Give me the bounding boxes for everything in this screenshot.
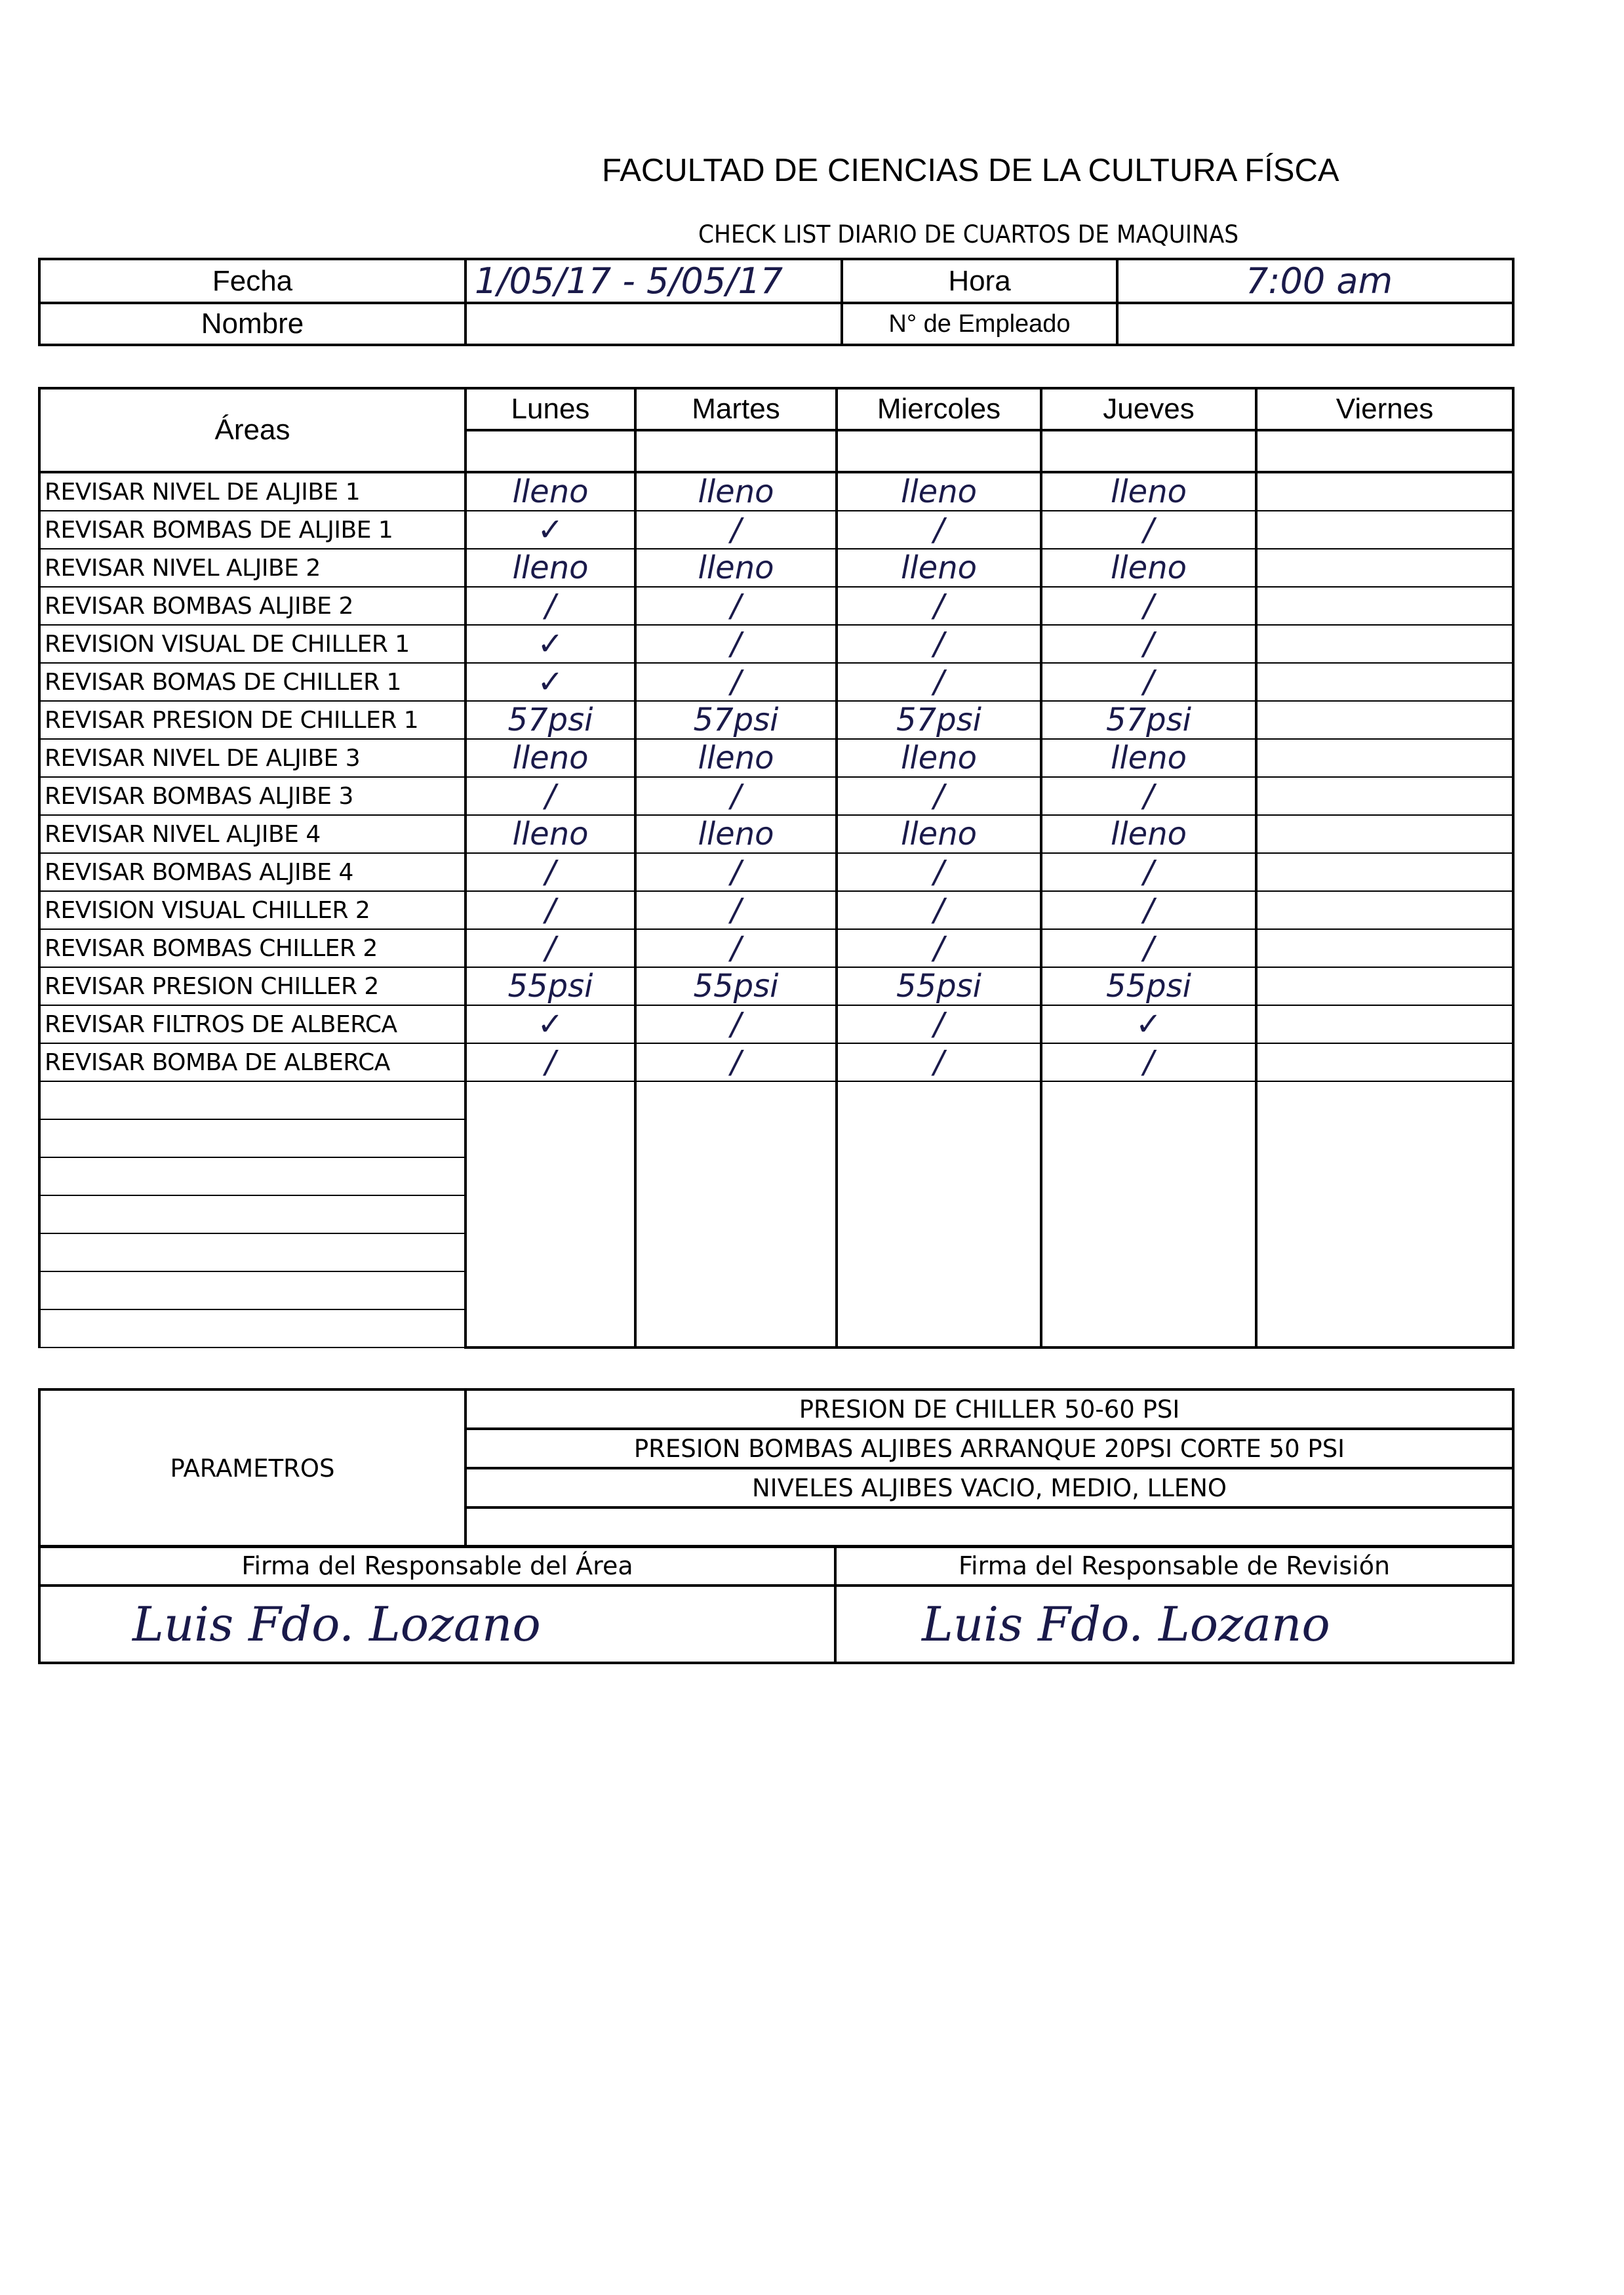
check-cell[interactable]: [1256, 929, 1513, 967]
table-row: [39, 472, 1513, 511]
empty-row: [39, 1309, 1513, 1347]
empty-day-cell: [1041, 1157, 1256, 1195]
day-subheader-cell: [837, 430, 1041, 472]
check-cell[interactable]: /: [635, 511, 837, 549]
check-cell[interactable]: /: [837, 663, 1041, 701]
empty-day-cell: [635, 1081, 837, 1119]
firma-area-signature[interactable]: Luis Fdo. Lozano: [39, 1586, 835, 1663]
check-cell[interactable]: lleno: [837, 815, 1041, 853]
empty-row: [39, 1271, 1513, 1309]
check-cell[interactable]: [1256, 587, 1513, 625]
check-cell[interactable]: /: [465, 1043, 635, 1081]
table-row: [39, 739, 1513, 777]
empleado-value[interactable]: [1117, 303, 1513, 345]
firmas-table: [38, 1545, 1515, 1664]
check-cell[interactable]: [1256, 511, 1513, 549]
check-cell[interactable]: /: [837, 891, 1041, 929]
check-cell[interactable]: /: [837, 1043, 1041, 1081]
check-cell[interactable]: /: [1041, 625, 1256, 663]
empty-day-cell: [1256, 1195, 1513, 1233]
check-cell[interactable]: 57psi: [837, 701, 1041, 739]
check-cell[interactable]: lleno: [635, 549, 837, 587]
firma-revision-label: Firma del Responsable de Revisión: [835, 1546, 1513, 1586]
check-cell[interactable]: lleno: [837, 549, 1041, 587]
empty-day-cell: [465, 1119, 635, 1157]
nombre-value[interactable]: [465, 303, 842, 345]
check-cell[interactable]: /: [837, 587, 1041, 625]
parametros-table: [38, 1388, 1515, 1548]
check-cell[interactable]: /: [465, 853, 635, 891]
table-row: [39, 891, 1513, 929]
table-row: [39, 587, 1513, 625]
check-cell[interactable]: lleno: [465, 472, 635, 511]
checklist-table: [38, 387, 1515, 1349]
check-cell[interactable]: /: [837, 929, 1041, 967]
check-cell[interactable]: [1256, 701, 1513, 739]
check-cell[interactable]: [1256, 663, 1513, 701]
check-cell[interactable]: lleno: [1041, 472, 1256, 511]
empty-day-cell: [1256, 1119, 1513, 1157]
day-header-lunes: Lunes: [465, 388, 635, 430]
check-cell[interactable]: /: [635, 625, 837, 663]
empty-day-cell: [1041, 1309, 1256, 1347]
check-cell[interactable]: lleno: [465, 549, 635, 587]
area-label: REVISAR NIVEL DE ALJIBE 1: [39, 472, 465, 511]
check-cell[interactable]: 55psi: [635, 967, 837, 1005]
empty-day-cell: [635, 1309, 837, 1347]
check-cell[interactable]: ✓: [465, 1005, 635, 1043]
days-header-row: [39, 388, 1513, 430]
check-cell[interactable]: /: [837, 625, 1041, 663]
empty-area-cell: [39, 1081, 465, 1119]
check-cell[interactable]: [1256, 891, 1513, 929]
check-cell[interactable]: 55psi: [837, 967, 1041, 1005]
document-subtitle: CHECK LIST DIARIO DE CUARTOS DE MAQUINAS: [698, 220, 1239, 249]
check-cell[interactable]: [1256, 815, 1513, 853]
check-cell[interactable]: /: [635, 1043, 837, 1081]
check-cell[interactable]: 57psi: [635, 701, 837, 739]
check-cell[interactable]: /: [1041, 663, 1256, 701]
empty-row: [39, 1233, 1513, 1271]
check-cell[interactable]: /: [635, 891, 837, 929]
check-cell[interactable]: ✓: [1041, 1005, 1256, 1043]
check-cell[interactable]: [1256, 625, 1513, 663]
area-label: REVISAR NIVEL DE ALJIBE 3: [39, 739, 465, 777]
day-subheader-cell: [1041, 430, 1256, 472]
header-row-fecha: [39, 259, 1513, 303]
empty-day-cell: [635, 1233, 837, 1271]
area-label: REVISAR BOMBAS ALJIBE 3: [39, 777, 465, 815]
empty-day-cell: [837, 1081, 1041, 1119]
table-row: [39, 853, 1513, 891]
check-cell[interactable]: /: [1041, 891, 1256, 929]
empty-day-cell: [837, 1157, 1041, 1195]
checklist-rows: [39, 472, 1513, 1347]
parametro-line: PRESION BOMBAS ALJIBES ARRANQUE 20PSI CORTE 50 PSI: [465, 1429, 1513, 1468]
check-cell[interactable]: [1256, 549, 1513, 587]
check-cell[interactable]: [1256, 853, 1513, 891]
empty-row: [39, 1195, 1513, 1233]
check-cell[interactable]: 57psi: [465, 701, 635, 739]
day-subheader-cell: [635, 430, 837, 472]
check-cell[interactable]: lleno: [465, 815, 635, 853]
empty-row: [39, 1119, 1513, 1157]
table-row: [39, 549, 1513, 587]
day-header-jueves: Jueves: [1041, 388, 1256, 430]
empty-day-cell: [465, 1157, 635, 1195]
empty-day-cell: [837, 1309, 1041, 1347]
empty-area-cell: [39, 1119, 465, 1157]
fecha-value[interactable]: 1/05/17 - 5/05/17: [465, 259, 842, 303]
empty-row: [39, 1081, 1513, 1119]
check-cell[interactable]: ✓: [465, 511, 635, 549]
check-cell[interactable]: [1256, 1043, 1513, 1081]
empty-day-cell: [1256, 1271, 1513, 1309]
empty-area-cell: [39, 1309, 465, 1347]
check-cell[interactable]: /: [1041, 511, 1256, 549]
check-cell[interactable]: /: [465, 587, 635, 625]
check-cell[interactable]: lleno: [837, 739, 1041, 777]
header-row-nombre: [39, 303, 1513, 345]
check-cell[interactable]: /: [465, 777, 635, 815]
day-subheader-cell: [465, 430, 635, 472]
check-cell[interactable]: lleno: [1041, 739, 1256, 777]
check-cell[interactable]: /: [837, 511, 1041, 549]
check-cell[interactable]: /: [1041, 777, 1256, 815]
empty-day-cell: [1041, 1195, 1256, 1233]
check-cell[interactable]: /: [635, 853, 837, 891]
empty-day-cell: [465, 1081, 635, 1119]
table-row: [39, 625, 1513, 663]
check-cell[interactable]: lleno: [1041, 549, 1256, 587]
area-label: REVISAR PRESION DE CHILLER 1: [39, 701, 465, 739]
area-label: REVISAR BOMAS DE CHILLER 1: [39, 663, 465, 701]
check-cell[interactable]: [1256, 472, 1513, 511]
empty-day-cell: [1041, 1271, 1256, 1309]
table-row: [39, 1043, 1513, 1081]
empty-row: [39, 1157, 1513, 1195]
check-cell[interactable]: lleno: [635, 815, 837, 853]
check-cell[interactable]: /: [1041, 929, 1256, 967]
check-cell[interactable]: /: [837, 853, 1041, 891]
parametro-line-empty: [465, 1507, 1513, 1547]
check-cell[interactable]: ✓: [465, 663, 635, 701]
area-label: REVISAR BOMBAS ALJIBE 2: [39, 587, 465, 625]
header-table: [38, 258, 1515, 346]
check-cell[interactable]: /: [635, 663, 837, 701]
empty-day-cell: [635, 1157, 837, 1195]
check-cell[interactable]: lleno: [635, 472, 837, 511]
hora-value[interactable]: 7:00 am: [1117, 259, 1513, 303]
empty-area-cell: [39, 1157, 465, 1195]
hora-label: Hora: [842, 259, 1117, 303]
area-label: REVISAR NIVEL ALJIBE 2: [39, 549, 465, 587]
empty-day-cell: [465, 1271, 635, 1309]
check-cell[interactable]: /: [635, 929, 837, 967]
empty-day-cell: [465, 1233, 635, 1271]
empty-day-cell: [465, 1309, 635, 1347]
check-cell[interactable]: /: [635, 777, 837, 815]
empty-day-cell: [465, 1195, 635, 1233]
check-cell[interactable]: /: [837, 777, 1041, 815]
empty-area-cell: [39, 1233, 465, 1271]
check-cell[interactable]: /: [1041, 853, 1256, 891]
area-label: REVISAR BOMBA DE ALBERCA: [39, 1043, 465, 1081]
empty-day-cell: [1041, 1119, 1256, 1157]
area-label: REVISION VISUAL DE CHILLER 1: [39, 625, 465, 663]
document-title-text: FACULTAD DE CIENCIAS DE LA CULTURA FÍSCA: [602, 153, 1339, 188]
fecha-label: Fecha: [39, 259, 465, 303]
check-cell[interactable]: lleno: [465, 739, 635, 777]
check-cell[interactable]: /: [465, 891, 635, 929]
check-cell[interactable]: /: [837, 1005, 1041, 1043]
check-cell[interactable]: [1256, 777, 1513, 815]
check-cell[interactable]: /: [635, 587, 837, 625]
empty-day-cell: [1041, 1233, 1256, 1271]
empleado-label: N° de Empleado: [842, 303, 1117, 345]
empty-day-cell: [1256, 1233, 1513, 1271]
check-cell[interactable]: /: [1041, 1043, 1256, 1081]
parametro-line: PRESION DE CHILLER 50-60 PSI: [465, 1389, 1513, 1429]
check-cell[interactable]: ✓: [465, 625, 635, 663]
empty-day-cell: [1041, 1081, 1256, 1119]
parametro-line: NIVELES ALJIBES VACIO, MEDIO, LLENO: [465, 1468, 1513, 1507]
area-label: REVISAR BOMBAS DE ALJIBE 1: [39, 511, 465, 549]
check-cell[interactable]: [1256, 739, 1513, 777]
table-row: [39, 929, 1513, 967]
check-cell[interactable]: lleno: [1041, 815, 1256, 853]
day-header-viernes: Viernes: [1256, 388, 1513, 430]
check-cell[interactable]: 55psi: [1041, 967, 1256, 1005]
area-label: REVISAR NIVEL ALJIBE 4: [39, 815, 465, 853]
empty-day-cell: [837, 1195, 1041, 1233]
empty-day-cell: [1256, 1309, 1513, 1347]
empty-day-cell: [837, 1119, 1041, 1157]
empty-day-cell: [1256, 1081, 1513, 1119]
empty-day-cell: [635, 1119, 837, 1157]
area-label: REVISAR FILTROS DE ALBERCA: [39, 1005, 465, 1043]
nombre-label: Nombre: [39, 303, 465, 345]
check-cell[interactable]: [1256, 967, 1513, 1005]
table-row: [39, 967, 1513, 1005]
area-label: REVISION VISUAL CHILLER 2: [39, 891, 465, 929]
empty-day-cell: [837, 1233, 1041, 1271]
areas-header: Áreas: [39, 388, 465, 472]
day-header-miercoles: Miercoles: [837, 388, 1041, 430]
table-row: [39, 777, 1513, 815]
table-row: [39, 815, 1513, 853]
check-cell[interactable]: lleno: [635, 739, 837, 777]
area-label: REVISAR BOMBAS CHILLER 2: [39, 929, 465, 967]
check-cell[interactable]: [1256, 1005, 1513, 1043]
table-row: [39, 701, 1513, 739]
empty-day-cell: [837, 1271, 1041, 1309]
empty-area-cell: [39, 1271, 465, 1309]
empty-area-cell: [39, 1195, 465, 1233]
check-cell[interactable]: /: [635, 1005, 837, 1043]
empty-day-cell: [635, 1271, 837, 1309]
firma-revision-signature[interactable]: Luis Fdo. Lozano: [835, 1586, 1513, 1663]
check-cell[interactable]: /: [1041, 587, 1256, 625]
day-subheader-cell: [1256, 430, 1513, 472]
check-cell[interactable]: /: [465, 929, 635, 967]
table-row: [39, 1005, 1513, 1043]
area-label: REVISAR PRESION CHILLER 2: [39, 967, 465, 1005]
table-row: [39, 663, 1513, 701]
empty-day-cell: [635, 1195, 837, 1233]
table-row: [39, 511, 1513, 549]
check-cell[interactable]: 57psi: [1041, 701, 1256, 739]
parametros-label: PARAMETROS: [39, 1389, 465, 1547]
check-cell[interactable]: 55psi: [465, 967, 635, 1005]
area-label: REVISAR BOMBAS ALJIBE 4: [39, 853, 465, 891]
firma-area-label: Firma del Responsable del Área: [39, 1546, 835, 1586]
empty-day-cell: [1256, 1157, 1513, 1195]
check-cell[interactable]: lleno: [837, 472, 1041, 511]
day-header-martes: Martes: [635, 388, 837, 430]
